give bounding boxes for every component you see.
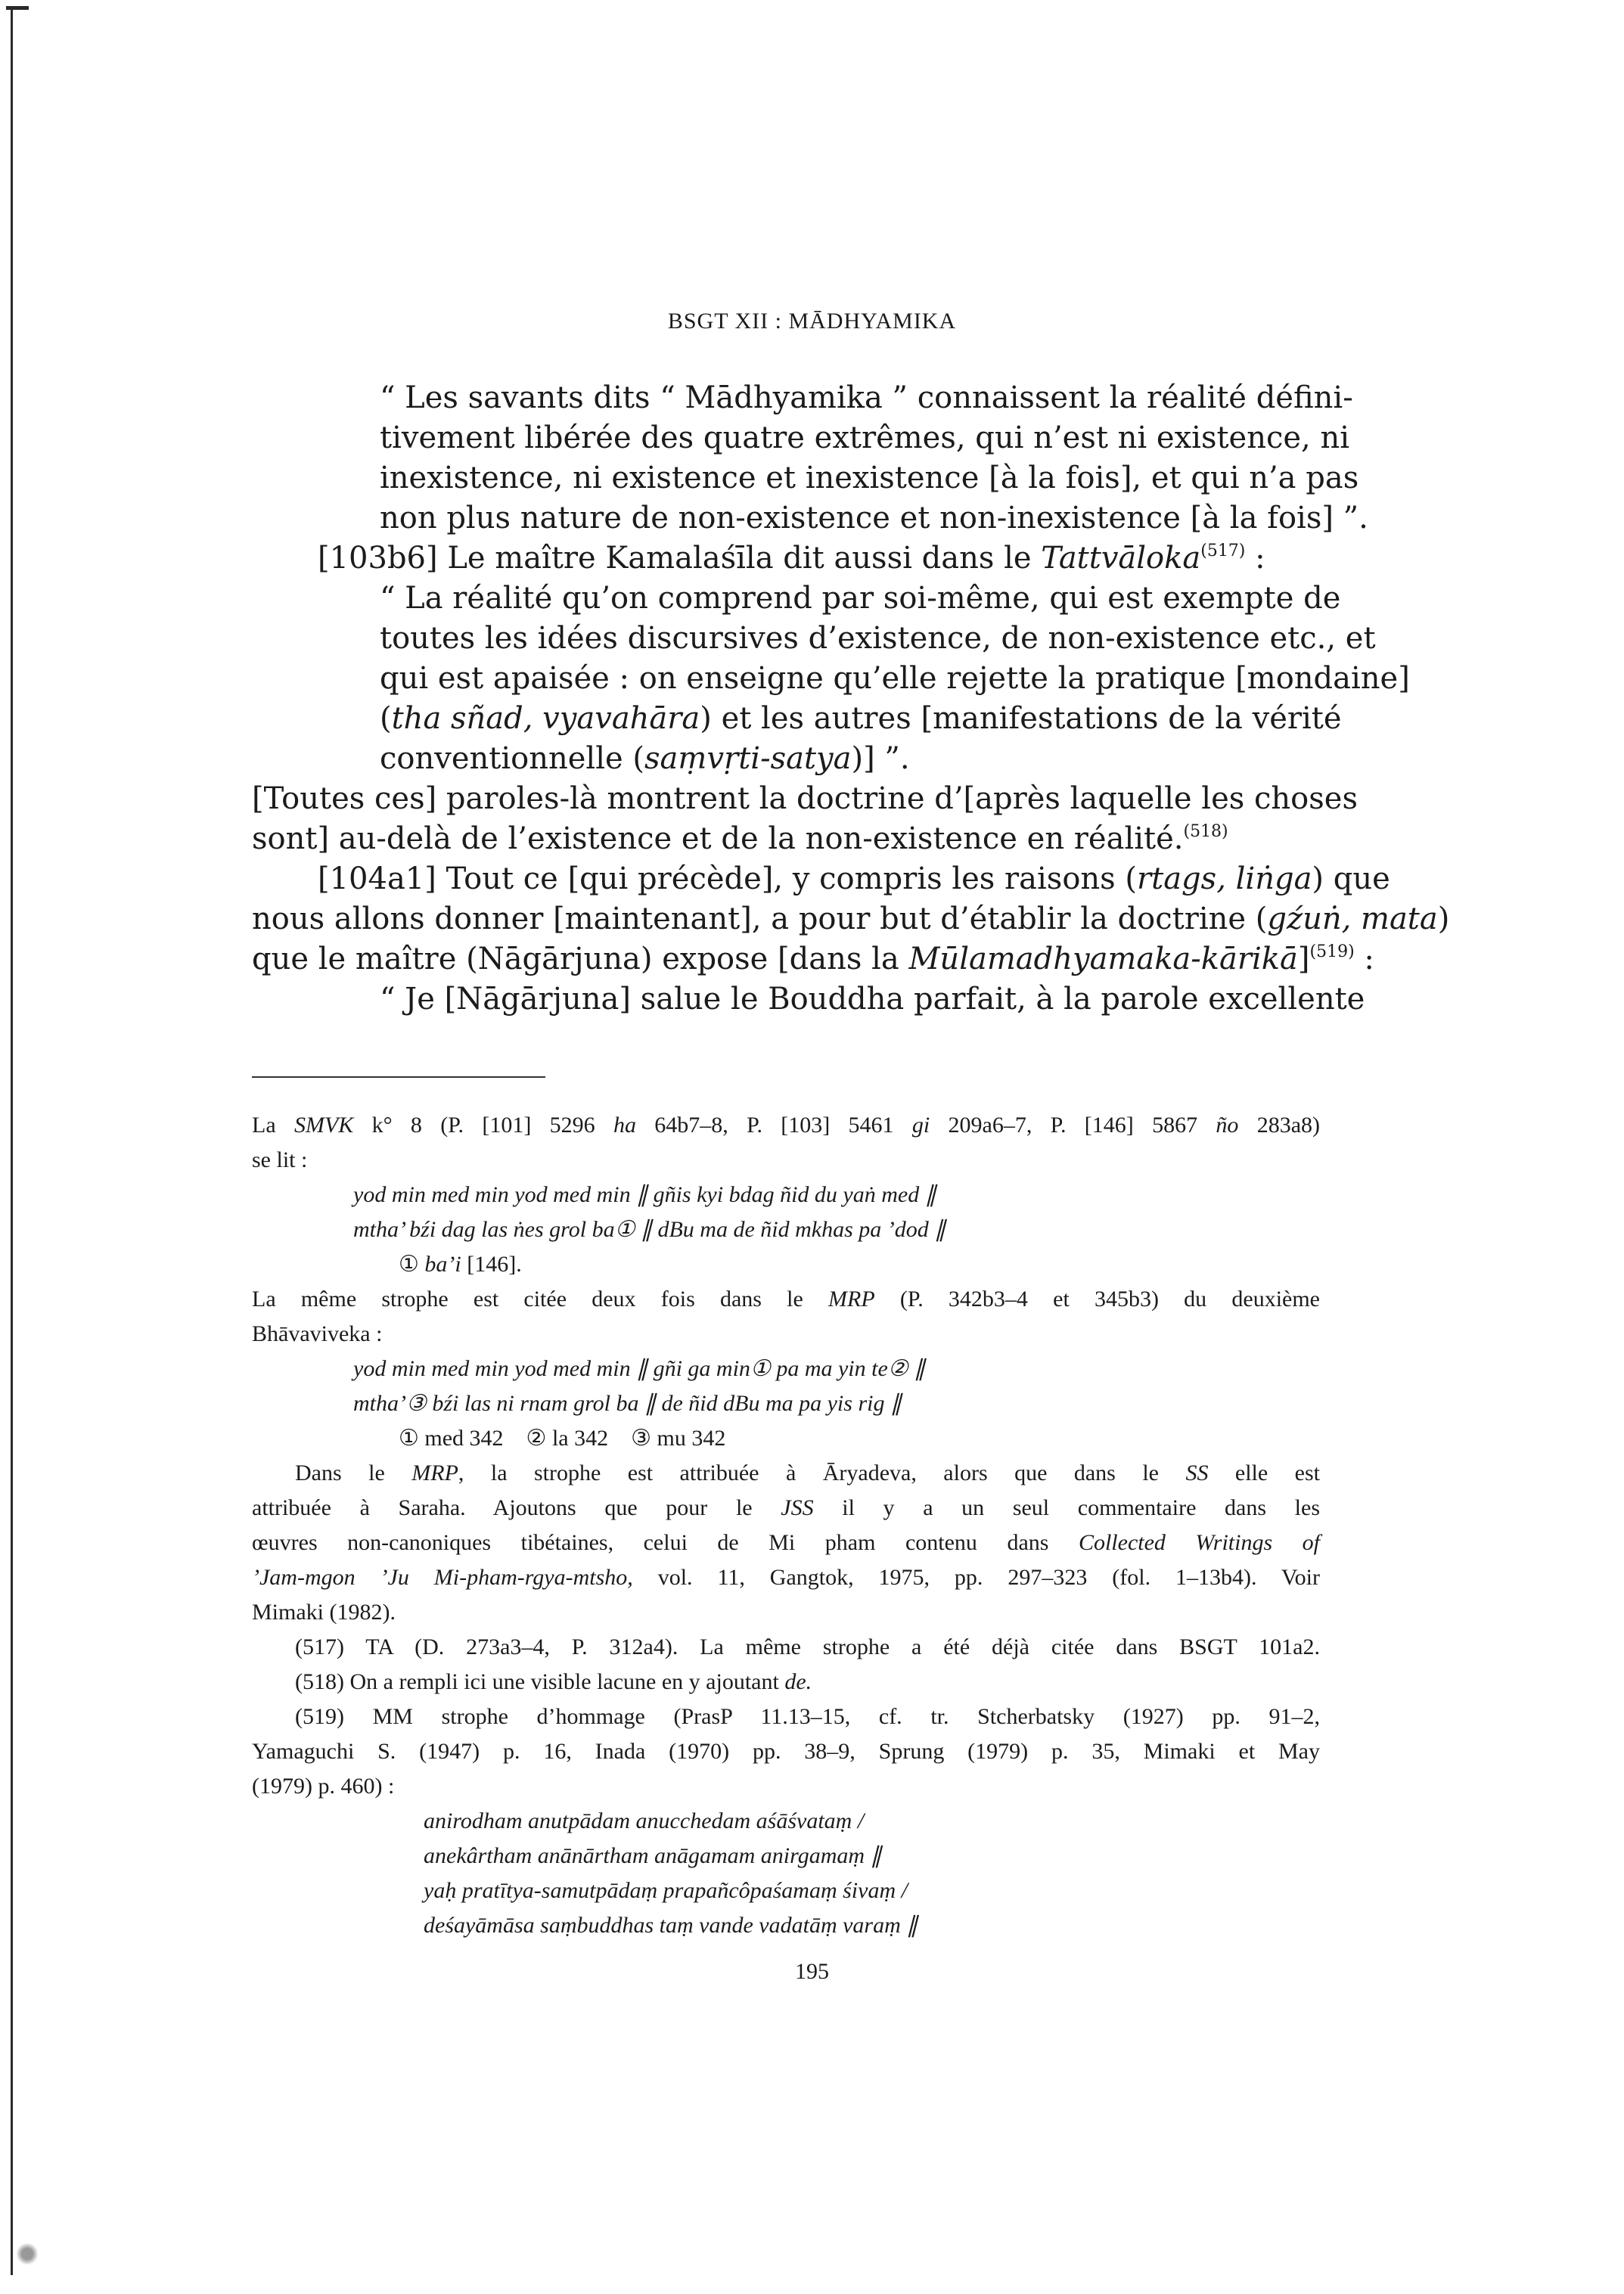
sanskrit-verse-line: anirodham anutpādam anucchedam aśāśvataṃ / [424,1808,865,1833]
page-number: 195 [795,1959,829,1984]
note-line: Dans le MRP, la strophe est attribuée à Āryadeva, alors que dans le SS elle est [295,1461,1320,1485]
main-line: (tha sñad, vyavahāra) et les autres [manifestations de la vérité [380,701,1342,736]
note-line: Mimaki (1982). [252,1600,396,1625]
work-title: Mūlamadhyamaka-kārikā [908,942,1298,976]
main-line: [103b6] Le maître Kamalaśīla dit aussi dans le Tattvāloka$^{(517)}$ : [318,541,1265,576]
sanskrit-verse-line: deśayāmāsa saṃbuddhas taṃ vande vadatāṃ varaṃ ∥ [424,1913,918,1938]
main-line: [Toutes ces] paroles-là montrent la doctrine d’[après laquelle les choses [252,781,1358,816]
footnote-separator [252,1076,545,1078]
technical-term: saṃvṛti-satya [644,741,852,776]
technical-term: rtags, liṅga [1137,861,1312,896]
main-line: “ La réalité qu’on comprend par soi-même, qui est exempte de [380,581,1341,616]
note-line: Yamaguchi S. (1947) p. 16, Inada (1970) pp. 38–9, Sprung (1979) p. 35, Mimaki et May [252,1739,1320,1764]
variant-readings: ① med 342 ② la 342 ③ mu 342 [399,1426,726,1451]
sanskrit-verse-line: yaḥ pratītya-samutpādaṃ prapañcôpaśamaṃ śivaṃ / [424,1878,908,1903]
tibetan-verse-line: yod min med min yod med min ∥ gñis kyi bdag ñid du yaṅ med ∥ [353,1182,936,1207]
note-line: La même strophe est citée deux fois dans le MRP (P. 342b3–4 et 345b3) du deuxième [252,1287,1321,1312]
variant-reading: ① ba’i [146]. [399,1252,522,1277]
main-line: que le maître (Nāgārjuna) expose [dans la Mūlamadhyamaka-kārikā]$^{(519)}$ : [252,942,1374,976]
footnote-ref[interactable]: (519) [1309,942,1355,961]
main-line: inexistence, ni existence et inexistence [à la fois], et qui n’a pas [380,461,1359,495]
technical-term: gźuṅ, mata [1267,902,1438,936]
main-line: conventionnelle (saṃvṛti-satya)] ”. [380,741,910,776]
technical-term: tha sñad, vyavahāra [391,701,700,736]
main-line: tivement libérée des quatre extrêmes, qui n’est ni existence, ni [380,421,1350,455]
main-line: “ Les savants dits “ Mādhyamika ” connaissent la réalité défini- [380,380,1353,415]
main-line: sont] au-delà de l’existence et de la non-existence en réalité.$^{(518)}$ [252,821,1228,856]
tibetan-verse-line: mtha’ bźi dag las ṅes grol ba① ∥ dBu ma de ñid mkhas pa ’dod ∥ [353,1217,946,1242]
main-line: toutes les idées discursives d’existence, de non-existence etc., et [380,621,1376,656]
note-line: attribuée à Saraha. Ajoutons que pour le JSS il y a un seul commentaire dans les [252,1495,1320,1520]
main-line: [104a1] Tout ce [qui précède], y compris les raisons (rtags, liṅga) que [318,861,1390,896]
tibetan-verse-line: mtha’③ bźi las ni rnam grol ba ∥ de ñid dBu ma pa yis rig ∥ [353,1391,902,1416]
note-line: se lit : [252,1147,308,1172]
scan-corner-mark [6,6,29,10]
main-line: nous allons donner [maintenant], a pour but d’établir la doctrine (gźuṅ, mata) [252,902,1450,936]
main-line: “ Je [Nāgārjuna] salue le Bouddha parfait, à la parole excellente [380,982,1365,1017]
main-line: qui est apaisée : on enseigne qu’elle rejette la pratique [mondaine] [380,661,1410,696]
work-title: Tattvāloka [1041,541,1201,576]
note-line: Bhāvaviveka : [252,1321,383,1346]
note-line: ’Jam-mgon ’Ju Mi-pham-rgya-mtsho, vol. 11, Gangtok, 1975, pp. 297–323 (fol. 1–13b4). Voir [252,1565,1320,1590]
note-line: La SMVK k° 8 (P. [101] 5296 ha 64b7–8, P. [103] 5461 gi 209a6–7, P. [146] 5867 ño 283a8) [252,1113,1321,1138]
footnote-517: (517) TA (D. 273a3–4, P. 312a4). La même strophe a été déjà citée dans BSGT 101a2. [295,1634,1320,1659]
scan-speck [17,2239,38,2269]
footnote-519: (519) MM strophe d’hommage (PrasP 11.13–15, cf. tr. Stcherbatsky (1927) pp. 91–2, [295,1704,1320,1729]
footnote-ref[interactable]: (518) [1183,822,1228,841]
footnote-ref[interactable]: (517) [1200,542,1246,560]
main-line: non plus nature de non-existence et non-inexistence [à la fois] ”. [380,501,1368,535]
note-line: œuvres non-canoniques tibétaines, celui de Mi pham contenu dans Collected Writings of [252,1530,1320,1555]
note-line: (1979) p. 460) : [252,1774,395,1799]
running-head: BSGT XII : MĀDHYAMIKA [667,309,957,334]
sanskrit-verse-line: anekârtham anānārtham anāgamam anirgamaṃ ∥ [424,1843,882,1868]
footnote-518: (518) On a rempli ici une visible lacune en y ajoutant de. [295,1669,812,1694]
tibetan-verse-line: yod min med min yod med min ∥ gñi ga min① pa ma yin te② ∥ [353,1356,926,1381]
scan-binding-edge [11,6,13,2275]
